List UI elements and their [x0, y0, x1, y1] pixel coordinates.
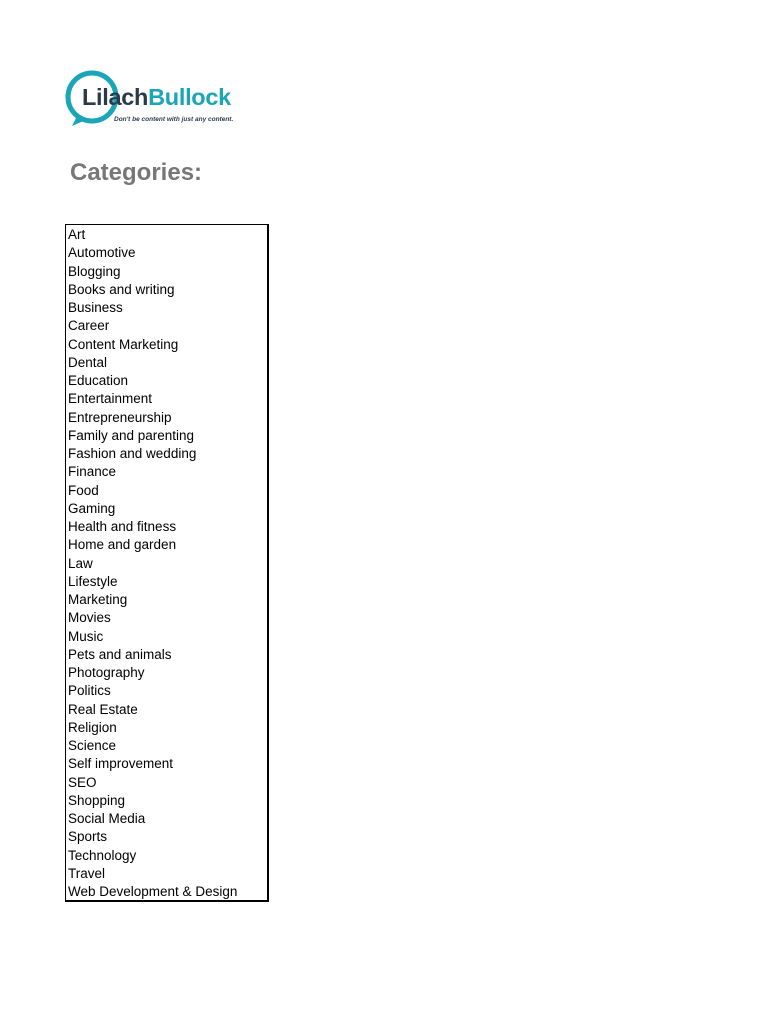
category-item: Pets and animals	[68, 646, 172, 662]
category-item: Self improvement	[68, 756, 174, 772]
category-item: Shopping	[68, 792, 126, 808]
category-item: Religion	[68, 719, 117, 735]
category-item: Automotive	[68, 245, 136, 261]
logo-wordmark-part1: Lilach	[82, 84, 149, 110]
brand-logo	[64, 70, 274, 130]
logo-tagline: Don't be content with just any content.	[114, 116, 234, 123]
category-item: Travel	[68, 865, 106, 881]
category-item: Entrepreneurship	[68, 409, 172, 425]
category-item: Web Development & Design	[68, 884, 238, 899]
page-heading: Categories:	[70, 159, 203, 186]
category-item: Lifestyle	[68, 573, 118, 589]
category-item: Photography	[68, 665, 145, 680]
category-item: Health and fitness	[68, 519, 177, 534]
category-item: Business	[68, 300, 123, 315]
category-item: Sports	[68, 829, 108, 845]
category-item: SEO	[68, 774, 97, 790]
category-item: Blogging	[68, 263, 121, 279]
category-item: Home and garden	[68, 537, 177, 553]
category-item: Dental	[68, 354, 108, 370]
categories-list	[66, 226, 267, 901]
categories-table	[65, 224, 269, 902]
category-item: Career	[68, 318, 110, 334]
category-item: Real Estate	[68, 701, 138, 717]
category-item: Food	[68, 482, 99, 498]
category-item: Education	[68, 373, 129, 388]
category-item: Finance	[68, 464, 117, 480]
category-item: Art	[68, 227, 86, 242]
category-item: Science	[68, 738, 117, 753]
logo-wordmark	[82, 84, 231, 110]
logo-wordmark-part2: Bullock	[148, 84, 231, 110]
category-item: Politics	[68, 683, 111, 699]
category-item: Social Media	[68, 811, 146, 826]
category-item: Law	[68, 555, 93, 571]
category-item: Content Marketing	[68, 336, 179, 352]
category-item: Entertainment	[68, 391, 153, 407]
category-item: Family and parenting	[68, 427, 195, 443]
category-item: Music	[68, 628, 104, 644]
category-item: Books and writing	[68, 281, 175, 297]
category-item: Movies	[68, 610, 111, 626]
category-item: Technology	[68, 847, 137, 863]
category-item: Gaming	[68, 500, 116, 516]
category-item: Marketing	[68, 592, 128, 607]
category-item: Fashion and wedding	[68, 446, 197, 461]
